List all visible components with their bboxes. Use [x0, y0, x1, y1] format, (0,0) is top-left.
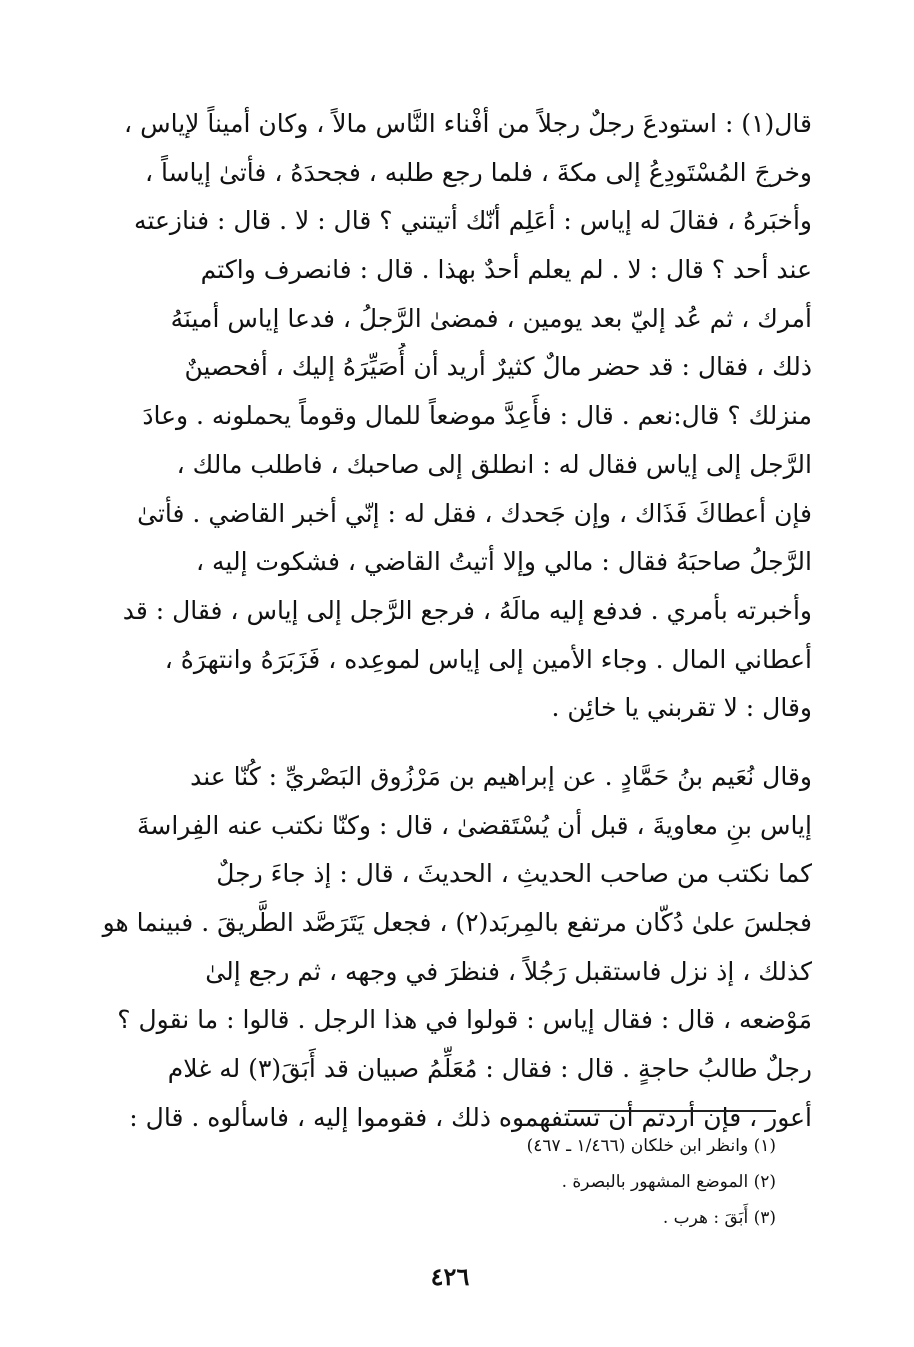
- paragraph-2: [92, 753, 812, 1143]
- text-line: أعور ، فإن أردتم أن تستفهموه ذلك ، فقوموا إليه ، فاسألوه . قال :: [129, 1102, 812, 1132]
- page-number: ٤٢٦: [430, 1262, 470, 1291]
- text-line: كما نكتب من صاحب الحديثِ ، الحديثَ ، قال : إذ جاءَ رجلٌ: [216, 859, 812, 889]
- footnote-2: (٢) الموضع المشهور بالبصرة .: [561, 1172, 776, 1192]
- paragraph-spacer: [92, 733, 812, 753]
- text-line: أعطاني المال . وجاء الأمين إلى إياس لموعِده ، فَزَبَرَهُ وانتهرَهُ ،: [164, 644, 812, 674]
- text-line: فإن أعطاكَ فَذَاك ، وإن جَحدك ، فقل له : إنّي أخبر القاضي . فأتىٰ: [137, 498, 812, 528]
- text-line: وخرجَ المُسْتَودِعُ إلى مكةَ ، فلما رجع طلبه ، فجحدَهُ ، فأتىٰ إياساً ،: [144, 157, 812, 187]
- text-line: كذلك ، إذ نزل فاستقبل رَجُلاً ، فنظرَ في وجهه ، ثم رجع إلىٰ: [205, 956, 812, 986]
- text-line: فجلسَ علىٰ دُكّان مرتفع بالمِربَد(٢) ، فجعل يَتَرَصَّد الطَّريقَ . فبينما هو: [102, 908, 812, 937]
- text-line: الرَّجل إلى إياس فقال له : انطلق إلى صاحبك ، فاطلب مالك ،: [176, 449, 812, 479]
- text-line: عند أحد ؟ قال : لا . لم يعلم أحدٌ بهذا . قال : فانصرف واكتم: [200, 255, 812, 285]
- text-line: مَوْضعه ، قال : فقال إياس : قولوا في هذا الرجل . قالوا : ما نقول ؟: [117, 1005, 812, 1035]
- text-line: إياس بنِ معاويةَ ، قبل أن يُسْتَقضىٰ ، قال : وكنّا نكتب عنه الفِراسةَ: [137, 810, 812, 840]
- text-line: الرَّجلُ صاحبَهُ فقال : مالي وإلا أتيتُ القاضي ، فشكوت إليه ،: [196, 547, 812, 577]
- text-line: وأخبرته بأمري . فدفع إليه مالَهُ ، فرجع الرَّجل إلى إياس ، فقال : قد: [122, 595, 812, 625]
- text-line: أمرك ، ثم عُد إليّ بعد يومين ، فمضىٰ الرَّجلُ ، فدعا إياس أمينَهُ: [170, 303, 812, 333]
- text-line: وأخبَرهُ ، فقالَ له إياس : أعَلِم أنّك أتيتني ؟ قال : لا . قال : فنازعته: [134, 206, 812, 236]
- text-line: وقال : لا تقربني يا خائِن .: [551, 693, 812, 723]
- footnote-3: (٣) أَبَقَ : هرب .: [662, 1208, 776, 1228]
- text-line: ذلك ، فقال : قد حضر مالٌ كثيرٌ أريد أن أُصَيِّرَهُ إليك ، أفحصينٌ: [184, 352, 812, 382]
- text-line: منزلك ؟ قال:نعم . قال : فأَعِدَّ موضعاً للمال وقوماً يحملونه . وعادَ: [142, 401, 812, 431]
- footnote-divider: [568, 1110, 776, 1112]
- paragraph-1: [92, 100, 812, 733]
- text-line: وقال نُعَيم بنُ حَمَّادٍ . عن إبراهيم بن مَرْزُوق البَصْريِّ : كُنّا عند: [190, 761, 812, 791]
- body-text: [92, 100, 812, 1142]
- text-line: رجلٌ طالبُ حاجةٍ . قال : فقال : مُعَلِّمُ صبيان قد أَبَقَ(٣) له غلام: [167, 1054, 812, 1084]
- text-line: قال(١) : استودعَ رجلٌ رجلاً من أفْناء النَّاس مالاً ، وكان أميناً لإياس ،: [124, 109, 812, 138]
- footnote-1: (١) وانظر ابن خلكان (١/٤٦٦ ـ ٤٦٧): [526, 1136, 776, 1156]
- footnotes: [380, 1128, 776, 1236]
